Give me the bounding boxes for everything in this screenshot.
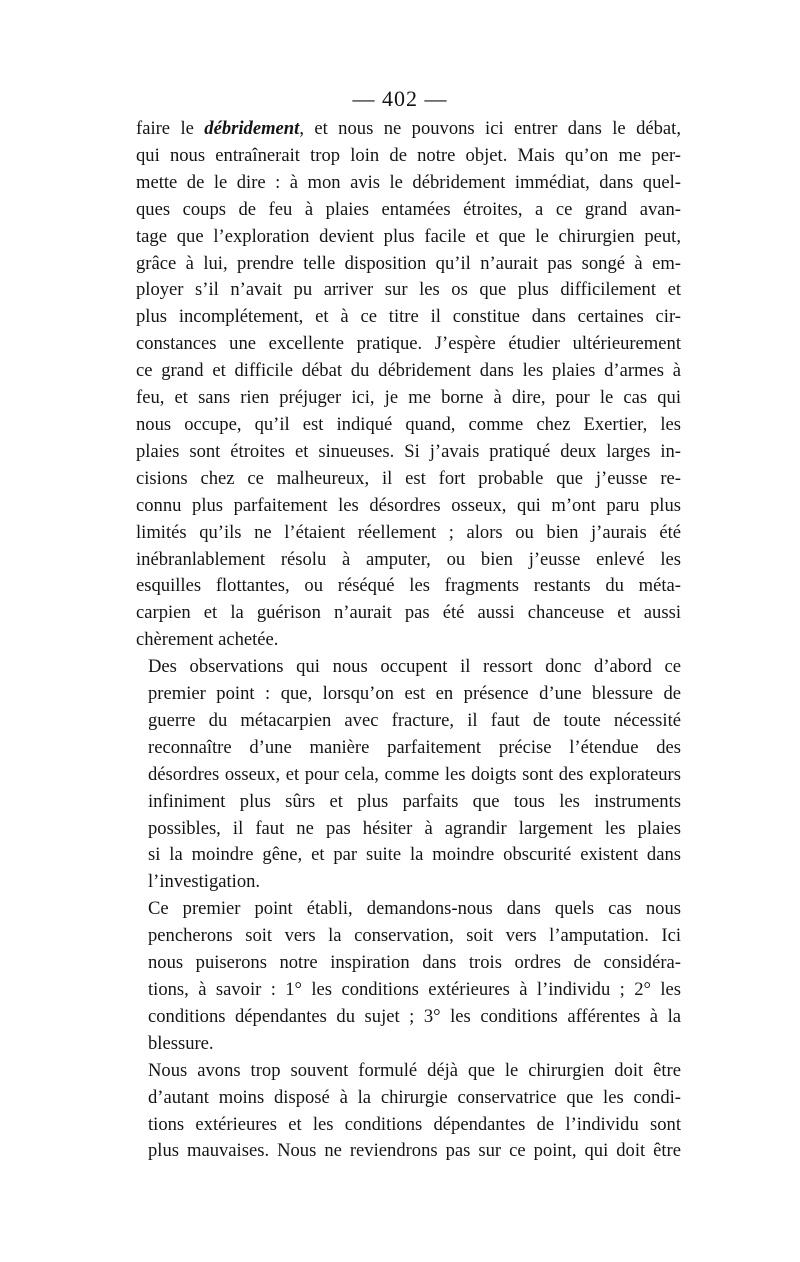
text-segment: plus incomplétement, et à ce titre il constitue dans certaines cir- (136, 306, 681, 328)
text-segment: infiniment plus sûrs et plus parfaits que tous les instruments (148, 790, 681, 812)
text-segment: ce grand et difficile débat du débridement dans les plaies d’armes à (136, 360, 681, 382)
text-line (136, 358, 681, 385)
text-segment: inébranlablement résolu à amputer, ou bien j’eusse enlevé les (136, 548, 681, 570)
text-line (136, 1058, 681, 1085)
text-segment: Des observations qui nous occupent il ressort donc d’abord ce (148, 656, 681, 678)
text-segment: tions extérieures et les conditions dépendantes de l’individu sont (148, 1113, 681, 1135)
text-segment: conditions dépendantes du sujet ; 3° les conditions afférentes à la (148, 1005, 681, 1027)
text-line (136, 520, 681, 547)
text-segment: grâce à lui, prendre telle disposition qu’il n’aurait pas songé à em- (136, 252, 681, 274)
text-segment: nous puiserons notre inspiration dans trois ordres de considéra- (148, 952, 681, 974)
text-line (136, 816, 681, 843)
text-segment: reconnaître d’une manière parfaitement précise l’étendue des (148, 736, 681, 758)
text-line (136, 681, 681, 708)
text-segment: esquilles flottantes, ou réséqué les fragments restants du méta- (136, 575, 681, 597)
text-segment: plaies sont étroites et sinueuses. Si j’avais pratiqué deux larges in- (136, 440, 681, 462)
emphasized-term: débridement (204, 118, 300, 139)
text-segment: désordres osseux, et pour cela, comme les doigts sont des explorateurs (148, 763, 681, 785)
text-segment: blessure. (148, 1032, 214, 1054)
text-line (136, 331, 681, 358)
text-segment: ques coups de feu à plaies entamées étroites, a ce grand avan- (136, 198, 681, 220)
text-line (136, 547, 681, 574)
text-line (136, 251, 681, 278)
text-line (136, 277, 681, 304)
body-text (136, 116, 681, 1165)
text-line (136, 412, 681, 439)
text-line (136, 627, 681, 654)
text-segment: limités qu’ils ne l’étaient réellement ; alors ou bien j’aurais été (136, 521, 681, 543)
page-number: — 402 — (352, 86, 448, 111)
text-line (136, 708, 681, 735)
text-line (136, 439, 681, 466)
text-line (136, 923, 681, 950)
text-line (136, 573, 681, 600)
text-line (136, 1004, 681, 1031)
text-segment: chèrement achetée. (136, 629, 279, 651)
text-line (136, 143, 681, 170)
text-line (136, 493, 681, 520)
text-segment: si la moindre gêne, et par suite la moindre obscurité existent dans (148, 844, 681, 866)
paragraph (136, 116, 681, 654)
text-segment: ployer s’il n’avait pu arriver sur les os que plus difficilement et (136, 279, 681, 301)
text-line (136, 197, 681, 224)
text-segment: possibles, il faut ne pas hésiter à agrandir largement les plaies (148, 817, 681, 839)
text-line (136, 1138, 681, 1165)
text-line (136, 735, 681, 762)
text-segment: d’autant moins disposé à la chirurgie conservatrice que les condi- (148, 1086, 681, 1108)
text-segment: tage que l’exploration devient plus facile et que le chirurgien peut, (136, 225, 681, 247)
text-segment: faire le (136, 118, 205, 139)
text-segment: l’investigation. (148, 871, 261, 893)
text-segment: plus mauvaises. Nous ne reviendrons pas sur ce point, qui doit être (148, 1140, 681, 1162)
text-segment: connu plus parfaitement les désordres osseux, qui m’ont paru plus (136, 494, 681, 516)
text-segment: , et nous ne pouvons ici entrer dans le débat, (299, 118, 681, 139)
text-segment: pencherons soit vers la conservation, soit vers l’amputation. Ici (148, 925, 681, 947)
text-line (136, 762, 681, 789)
text-line (136, 224, 681, 251)
text-segment: tions, à savoir : 1° les conditions extérieures à l’individu ; 2° les (148, 979, 681, 1000)
text-segment: premier point : que, lorsqu’on est en présence d’une blessure de (148, 683, 681, 705)
text-segment: cisions chez ce malheureux, il est fort probable que j’eusse re- (136, 467, 681, 489)
paragraph (136, 896, 681, 1057)
paragraph (136, 1058, 681, 1166)
text-segment: mette de le dire : à mon avis le débridement immédiat, dans quel- (136, 171, 681, 193)
text-line (136, 654, 681, 681)
text-segment: guerre du métacarpien avec fracture, il faut de toute nécessité (148, 709, 681, 731)
text-segment: constances une excellente pratique. J’espère étudier ultérieurement (136, 333, 681, 355)
text-line (136, 1031, 681, 1058)
text-line (136, 116, 681, 143)
text-line (136, 950, 681, 977)
text-segment: Nous avons trop souvent formulé déjà que le chirurgien doit être (148, 1059, 681, 1081)
text-segment: qui nous entraînerait trop loin de notre objet. Mais qu’on me per- (136, 144, 681, 166)
text-segment: nous occupe, qu’il est indiqué quand, comme chez Exertier, les (136, 413, 681, 435)
text-line (136, 600, 681, 627)
text-segment: Ce premier point établi, demandons-nous dans quels cas nous (148, 898, 681, 920)
text-line (136, 1112, 681, 1139)
text-line (136, 385, 681, 412)
text-line (136, 789, 681, 816)
text-line (136, 170, 681, 197)
text-line (136, 304, 681, 331)
text-line (136, 896, 681, 923)
text-line (136, 977, 681, 1004)
text-segment: feu, et sans rien préjuger ici, je me borne à dire, pour le cas qui (136, 387, 681, 409)
text-line (136, 869, 681, 896)
text-line (136, 1085, 681, 1112)
paragraph (136, 654, 681, 896)
text-line (136, 842, 681, 869)
text-line (136, 466, 681, 493)
text-segment: carpien et la guérison n’aurait pas été aussi chanceuse et aussi (136, 602, 681, 624)
